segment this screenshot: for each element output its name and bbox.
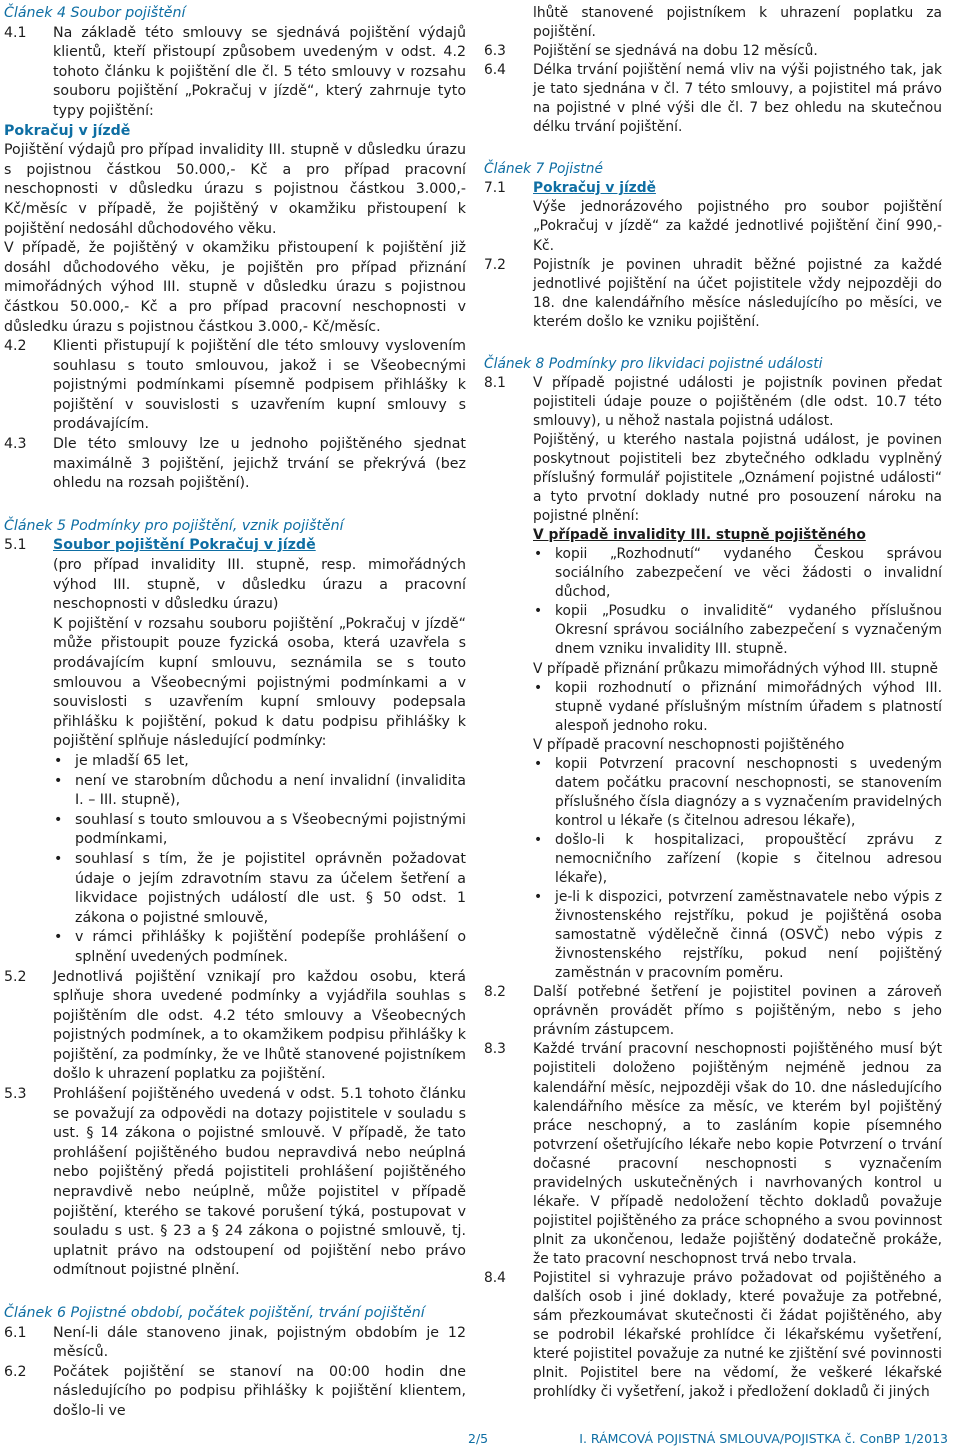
clause-text: Každé trvání pracovní neschopnosti pojištěného musí být pojistiteli doloženo pojištěným nejméně jednou za kalendářní měsíc, nejpozději však do 10. dne následujícího kalendářního měsíce za měsíc, ve kterém byl pojištěný práce neschopný, a to zasláním kopie písemného potvrzení ošetřujícího lékaře nebo kopie Potvrzení o trvání dočasné pracovní neschopnosti s vyznačením pravidelných uskutečněných i navrhovaných kontrol u lékaře. V případě nedoložení těchto dokladů považuje pojistitel pojištěného za práce schopného a svou povinnost plnit za ukončenou, ledaže pojištěný dodatečně prokáže, že tato pracovní neschopnost trvá nebo trvala. — [533, 1041, 942, 1267]
clause-text: Další potřebné šetření je pojistitel povinen a zároveň oprávněn provádět přímo s pojištěným, nebo s jeho právním zástupcem. — [533, 984, 942, 1039]
clause-number: 6.4 — [484, 62, 506, 79]
clause-text: Pojištěný, u kterého nastala pojistná událost, je povinen poskytnout pojistiteli bez zbytečného odkladu vyplněný příslušný formulář pojistitele „Oznámení pojistné události“ a tyto prvotní doklady nutné pro posouzení nároku na pojistné plnění: — [533, 431, 942, 525]
list-item: • souhlasí s touto smlouvou a s Všeobecnými pojistnými podmínkami, — [54, 811, 466, 848]
clause-5-3 — [4, 1085, 466, 1281]
clause-6-3 — [484, 42, 942, 61]
clause-5-2 — [4, 968, 466, 1086]
pokracuj-heading: Pokračuj v jízdě — [4, 122, 131, 139]
clause-4-2 — [4, 337, 466, 435]
documents-list — [533, 545, 942, 659]
left-column — [4, 4, 466, 1422]
clause-text: Jednotlivá pojištění vznikají pro každou osobu, která splňuje shora uvedené podmínky a vyjádřila souhlas s pojištěním dle odst. 4.2 této smlouvy a Všeobecných pojistných podmínek, a to okamžikem podpisu přihlášky k pojištění, za podmínky, že ve lhůtě stanovené pojistníkem došlo k uhrazení poplatku za pojištění. — [53, 968, 466, 1083]
clause-number: 6.3 — [484, 43, 506, 60]
clause-text: Dle této smlouvy lze u jednoho pojištěného sjednat maximálně 3 pojištění, jejichž trvání se překrývá (bez ohledu na rozsah pojištění). — [53, 436, 466, 492]
clause-number: 4.2 — [4, 338, 27, 355]
list-item: • kopii „Rozhodnutí“ vydaného Českou správou sociálního zabezpečení ve věci žádosti o invalidní důchod, — [534, 546, 942, 601]
list-item: • není ve starobním důchodu a není invalidní (invalidita I. – III. stupně), — [54, 772, 466, 809]
article-4-title: Článek 4 Soubor pojištění — [4, 5, 186, 21]
page-number: 2/5 — [468, 1431, 489, 1446]
clause-6-2 — [4, 1363, 466, 1422]
clause-text: Výše jednorázového pojistného pro soubor pojištění „Pokračuj v jízdě“ za každé jednotlivé pojištění činí 990,- Kč. — [533, 199, 942, 254]
clause-text: Není-li dále stanoveno jinak, pojistným obdobím je 12 měsíců. — [53, 1324, 466, 1361]
clause-text: Počátek pojištění se stanoví na 00:00 hodin dne následujícího po podpisu přihlášky k pojištění klientem, došlo-li ve — [53, 1363, 466, 1419]
clause-heading: Pokračuj v jízdě — [533, 180, 656, 197]
clause-number: 5.2 — [4, 968, 27, 985]
list-item: • je mladší 65 let, — [54, 752, 189, 769]
clause-number: 7.1 — [484, 180, 506, 197]
documents-list — [533, 679, 942, 736]
list-item: • souhlasí s tím, že je pojistitel oprávněn požadovat údaje o jejím zdravotním stavu za účelem šetření a likvidace pojistných událostí dle ust. § 50 odst. 1 zákona o pojistné smlouvě, — [54, 850, 466, 926]
clause-7-1 — [484, 179, 942, 255]
clause-number: 4.3 — [4, 436, 27, 453]
list-item: • v rámci přihlášky k pojištění podepíše prohlášení o splnění uvedených podmínek. — [54, 929, 466, 965]
right-column — [484, 4, 942, 1402]
clause-6-4 — [484, 61, 942, 137]
clause-7-2 — [484, 256, 942, 332]
article-5-title: Článek 5 Podmínky pro pojištění, vznik pojištění — [4, 517, 344, 534]
clause-text: Klienti přistupují k pojištění dle této smlouvy vyslovením souhlasu s touto smlouvou, jakož i se Všeobecnými pojistnými podmínkami písemně podpisem přihlášky k pojištění v souvislosti s uzavřením kupní smlouvy s prodávajícím. — [53, 338, 466, 433]
clause-6-1 — [4, 1324, 466, 1363]
document-reference: I. RÁMCOVÁ POJISTNÁ SMLOUVA/POJISTKA č. ConBP 1/2013 — [579, 1431, 948, 1446]
clause-number: 6.1 — [4, 1324, 27, 1341]
clause-number: 5.1 — [4, 537, 27, 554]
list-item: • kopii „Posudku o invaliditě“ vydaného příslušnou Okresní správou sociálního zabezpečení s vyznačeným dnem vzniku invalidity III. stupně. — [534, 603, 942, 658]
article-8-title: Článek 8 Podmínky pro likvidaci pojistné události — [484, 355, 823, 372]
clause-number: 5.3 — [4, 1086, 27, 1103]
clause-8-4 — [484, 1269, 942, 1402]
clause-number: 8.4 — [484, 1270, 506, 1286]
conditions-list — [53, 752, 466, 968]
clause-8-2 — [484, 983, 942, 1040]
clause-text: Pojištění se sjednává na dobu 12 měsíců. — [533, 43, 818, 60]
clause-5-1 — [4, 536, 466, 967]
clause-text: Délka trvání pojištění nemá vliv na výši pojistného tak, jak je tato sjednána v čl. 7 této smlouvy, a pojistitel má právo na pojistné v plné výši dle čl. 7 bez ohledu na skutečnou délku trvání pojištění. — [533, 62, 942, 136]
clause-text: V případě, že pojištěný v okamžiku přistoupení k pojištění již dosáhl důchodového věku, je pojištěn pro případ přiznání mimořádných výhod III. stupně v důsledku úrazu s pojistnou částkou 50.000,- Kč a pro případ pracovní neschopnosti v důsledku úrazu s pojistnou částkou 3.000,- Kč/měsíc. — [4, 240, 466, 335]
clause-text: K pojištění v rozsahu souboru pojištění „Pokračuj v jízdě“ může přistoupit pouze fyzická osoba, která uzavřela s prodávajícím kupní smlouvu, seznámila se s touto smlouvou a Všeobecnými pojistnými podmínkami a v souvislosti s uzavřením kupní smlouvy podepsala přihlášku k pojištění, pokud k datu podpisu přihlášky k pojištění splňuje následující podmínky: — [53, 615, 466, 750]
list-item: • kopii rozhodnutí o přiznání mimořádných výhod III. stupně vydané příslušným místním úřadem s platností alespoň jednoho roku. — [534, 679, 942, 734]
clause-heading: V případě invalidity III. stupně pojištěného — [533, 527, 866, 544]
clause-number: 8.2 — [484, 984, 506, 1001]
clause-text: V případě pracovní neschopnosti pojištěného — [533, 736, 845, 753]
clause-text: Pojištění výdajů pro případ invalidity III. stupně v důsledku úrazu s pojistnou částkou 50.000,- Kč a pro případ pracovní neschopnosti v důsledku úrazu s pojistnou částkou 3.000,- Kč/měsíc v případě, že pojištěný v okamžiku přistoupení k pojištění nedosáhl důchodového věku. — [4, 142, 466, 237]
article-7-title: Článek 7 Pojistné — [484, 161, 603, 178]
clause-text: Pojistitel si vyhrazuje právo požadovat od pojištěného a dalších osob i jiné doklady, které považuje za potřebné, sám přezkoumávat skutečnosti či žádat pojištěného, aby se podrobil lékařské prohlídce či lékařskému vyšetření, které pojistitel považuje za nutné ke zjištění své povinnosti plnit. Pojistitel bere na vědomí, že veškeré lékařské prohlídky či vyšetření, jakož i předložení dokladů či jiných — [533, 1270, 942, 1401]
clause-8-1 — [484, 374, 942, 984]
list-item: • kopii Potvrzení pracovní neschopnosti s uvedeným datem počátku pracovní neschopnosti, se stanovením příslušného čísla diagnózy a s vyznačením pravidelných kontrol u lékaře (s čitelnou adresou lékaře), — [534, 755, 942, 829]
clause-number: 4.1 — [4, 24, 27, 41]
clause-4-1 — [4, 24, 466, 122]
clause-number: 7.2 — [484, 256, 506, 273]
clause-text: (pro případ invalidity III. stupně, resp. mimořádných výhod III. stupně, v důsledku úrazu a pracovní neschopnosti v důsledku úrazu) — [53, 557, 466, 613]
clause-6-2-continued: lhůtě stanovené pojistníkem k uhrazení poplatku za pojištění. — [533, 5, 942, 41]
clause-number: 6.2 — [4, 1363, 27, 1380]
clause-text: Prohlášení pojištěného uvedená v odst. 5.1 tohoto článku se považují za odpovědi na dotazy pojistitele v souladu s ust. § 14 zákona o pojistné smlouvě. V případě, že tato prohlášení pojištěného budou nepravdivá nebo neúplná nebo pojištěný předá pojistiteli prohlášení pojištěného nepravdivě nebo neúplně, může pojistitel v případě pojištění, kterého se takové porušení týká, postupovat v souladu s ust. § 23 a § 24 zákona o pojistné smlouvě, tj. uplatnit právo na odstoupení od pojištění nebo právo odmítnout pojistné plnění. — [53, 1086, 466, 1279]
clause-number: 8.1 — [484, 374, 506, 391]
clause-8-3 — [484, 1040, 942, 1269]
clause-text: V případě přiznání průkazu mimořádných výhod III. stupně — [533, 660, 938, 677]
clause-text: V případě pojistné události je pojistník povinen předat pojistiteli údaje pouze o pojištěném (dle odst. 10.7 této smlouvy), u něhož nastala pojistná událost. — [533, 374, 942, 429]
clause-text: Pojistník je povinen uhradit běžné pojistné za každé jednotlivé pojištění na účet pojistitele vždy nejpozději do 18. dne kalendářního měsíce následujícího po měsíci, ve kterém došlo ke vzniku pojištění. — [533, 256, 942, 330]
list-item: • došlo-li k hospitalizaci, propouštěcí zprávu z nemocničního zařízení (kopie s čitelnou adresou lékaře), — [534, 831, 942, 887]
documents-list — [533, 755, 942, 984]
list-item: • je-li k dispozici, potvrzení zaměstnavatele nebo výpis z živnostenského rejstříku, pokud je pojištěná osoba samostatně výdělečně činná (OSVČ) nebo výpis z živnostenského rejstříku, pokud není pojištěný zaměstnán v pracovním poměru. — [534, 889, 942, 982]
clause-text: Na základě této smlouvy se sjednává pojištění výdajů klientů, kteří přistoupí způsobem uvedeným v odst. 4.2 tohoto článku k pojištění dle čl. 5 této smlouvy v rozsahu souboru pojištění „Pokračuj v jízdě“, který zahrnuje tyto typy pojištění: — [53, 24, 466, 119]
article-6-title: Článek 6 Pojistné období, počátek pojištění, trvání pojištění — [4, 1305, 425, 1321]
clause-4-3 — [4, 435, 466, 494]
clause-number: 8.3 — [484, 1041, 506, 1058]
clause-heading: Soubor pojištění Pokračuj v jízdě — [53, 537, 316, 554]
